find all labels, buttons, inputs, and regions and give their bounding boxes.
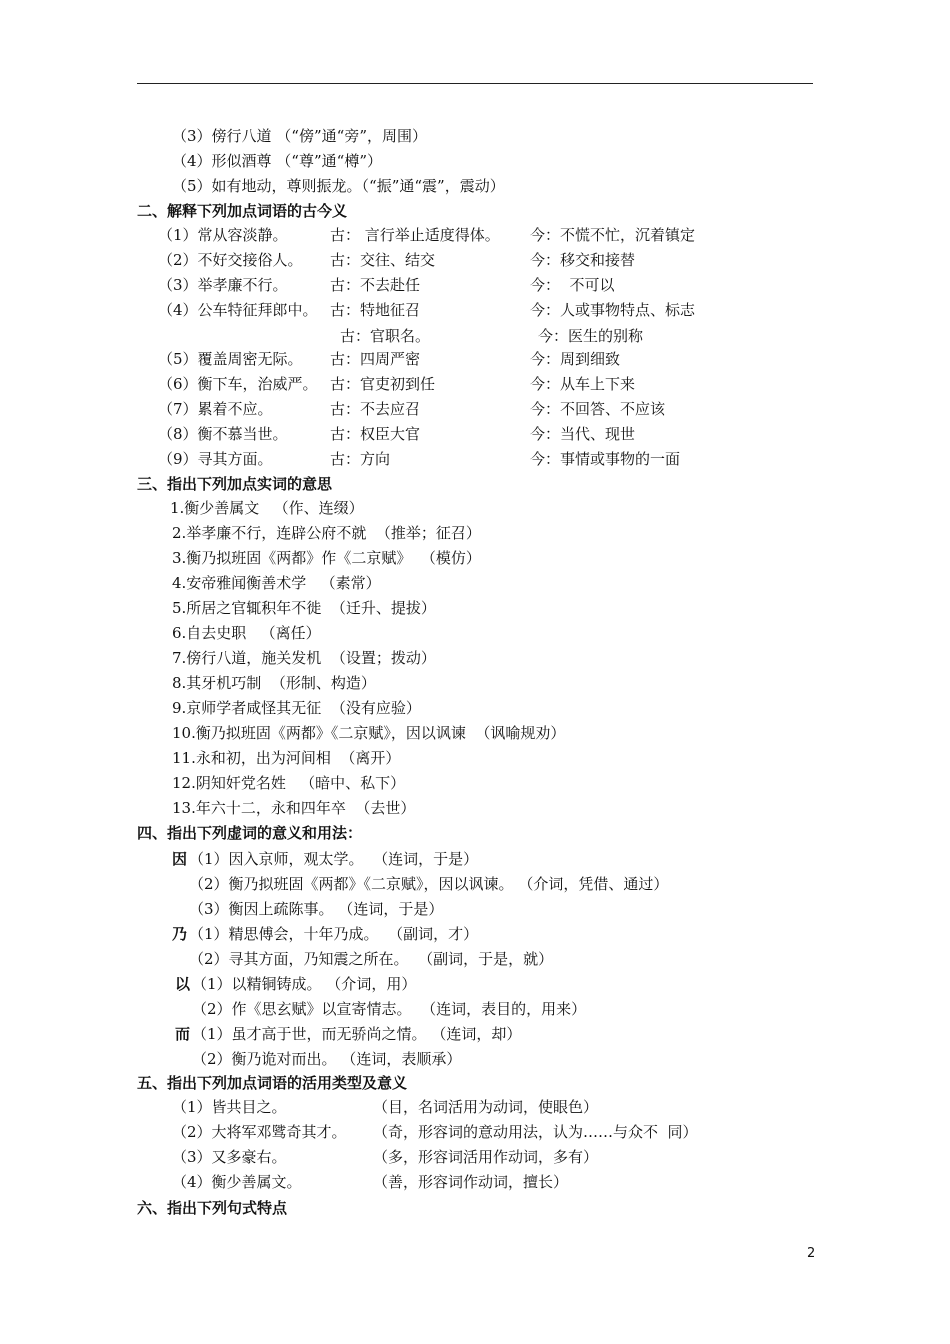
gujin-sentence-9: （9）寻其方面。 (158, 450, 273, 468)
gujin-sentence-2: （2）不好交接俗人。 (158, 251, 303, 269)
tongjia-item-5: （5）如有地动，尊则振龙。（“振”通“震”，震动） (172, 177, 505, 195)
gujin-gu-5: 古：四周严密 (330, 350, 421, 368)
gujin-gu-2: 古：交往、结交 (330, 251, 436, 269)
xuci-line-yi-2: （2）作《思玄赋》以宣寄情志。 （连词，表目的，用来） (192, 1000, 587, 1018)
huoyong-note-4: （善，形容词作动词，擅长） (373, 1173, 569, 1191)
shici-item-2: 2.举孝廉不行，连辟公府不就 （推举；征召） (172, 524, 481, 542)
gujin-jin-5: 今：周到细致 (530, 350, 621, 368)
gujin-sentence-4: （4）公车特征拜郎中。 (158, 301, 318, 319)
gujin-gu-4b: 古：官职名。 (340, 327, 431, 345)
gujin-jin-1: 今：不慌不忙，沉着镇定 (530, 226, 696, 244)
tongjia-item-3: （3）傍行八道 （“傍”通“旁”，周围） (172, 127, 427, 145)
gujin-sentence-7: （7）累着不应。 (158, 400, 273, 418)
shici-item-1: 1.衡少善属文 （作、连缀） (170, 499, 364, 517)
xuci-line-er-2: （2）衡乃诡对而出。 （连词，表顺承） (192, 1050, 462, 1068)
xuci-line-yin-3: （3）衡因上疏陈事。 （连词，于是） (189, 900, 444, 918)
header-rule (137, 83, 813, 84)
huoyong-sentence-1: （1）皆共目之。 (172, 1098, 287, 1116)
huoyong-sentence-2: （2）大将军邓骘奇其才。 (172, 1123, 347, 1141)
gujin-gu-3: 古：不去赴任 (330, 276, 421, 294)
shici-item-5: 5.所居之官辄积年不徙 （迁升、提拔） (172, 599, 436, 617)
huoyong-note-3: （多，形容词活用作动词，多有） (373, 1148, 599, 1166)
huoyong-sentence-4: （4）衡少善属文。 (172, 1173, 302, 1191)
shici-item-4: 4.安帝雅闻衡善术学 （素常） (172, 574, 381, 592)
xuci-line-yin-1: （1）因入京师，观太学。 （连词，于是） (189, 850, 479, 868)
gujin-sentence-1: （1）常从容淡静。 (158, 226, 288, 244)
xuci-key-yin: 因 (172, 850, 188, 868)
xuci-line-yi-1: （1）以精铜铸成。 （介词，用） (192, 975, 417, 993)
gujin-jin-4: 今：人或事物特点、标志 (530, 301, 696, 319)
gujin-gu-9: 古：方向 (330, 450, 391, 468)
gujin-gu-7: 古：不去应召 (330, 400, 421, 418)
xuci-key-er: 而 (175, 1025, 191, 1043)
gujin-gu-6: 古：官吏初到任 (330, 375, 436, 393)
page-number: 2 (807, 1246, 816, 1261)
gujin-gu-8: 古：权臣大官 (330, 425, 421, 443)
shici-item-7: 7.傍行八道，施关发机 （设置；拨动） (172, 649, 436, 667)
gujin-sentence-5: （5）覆盖周密无际。 (158, 350, 303, 368)
gujin-gu-1: 古： 言行举止适度得体。 (330, 226, 500, 244)
gujin-sentence-6: （6）衡下车，治威严。 (158, 375, 318, 393)
shici-item-11: 11.永和初，出为河间相 （离开） (172, 749, 401, 767)
gujin-sentence-3: （3）举孝廉不行。 (158, 276, 288, 294)
huoyong-note-2: （奇，形容词的意动用法，认为……与众不 同） (373, 1123, 698, 1141)
gujin-jin-8: 今：当代、现世 (530, 425, 636, 443)
huoyong-sentence-3: （3）又多豪右。 (172, 1148, 287, 1166)
shici-item-13: 13.年六十二，永和四年卒 （去世） (172, 799, 416, 817)
shici-item-8: 8.其牙机巧制 （形制、构造） (172, 674, 376, 692)
section3-heading: 三、指出下列加点实词的意思 (137, 475, 333, 493)
xuci-line-yin-2: （2）衡乃拟班固《两都》《二京赋》，因以讽谏。 （介词，凭借、通过） (189, 875, 669, 893)
gujin-jin-7: 今：不回答、不应该 (530, 400, 666, 418)
shici-item-9: 9.京师学者咸怪其无征 （没有应验） (172, 699, 421, 717)
xuci-key-yi: 以 (175, 975, 191, 993)
gujin-jin-2: 今：移交和接替 (530, 251, 636, 269)
gujin-jin-9: 今：事情或事物的一面 (530, 450, 681, 468)
section2-heading: 二、解释下列加点词语的古今义 (137, 202, 348, 220)
huoyong-note-1: （目，名词活用为动词，使眼色） (373, 1098, 599, 1116)
section5-heading: 五、指出下列加点词语的活用类型及意义 (137, 1074, 408, 1092)
gujin-jin-3: 今： 不可以 (530, 276, 615, 294)
gujin-jin-4b: 今：医生的别称 (538, 327, 644, 345)
shici-item-3: 3.衡乃拟班固《两都》作《二京赋》 （模仿） (172, 549, 481, 567)
xuci-line-nai-1: （1）精思傅会，十年乃成。 （副词，才） (189, 925, 479, 943)
xuci-line-er-1: （1）虽才高于世，而无骄尚之情。 （连词，却） (192, 1025, 522, 1043)
section4-heading: 四、指出下列虚词的意义和用法： (137, 824, 363, 842)
gujin-gu-4: 古：特地征召 (330, 301, 421, 319)
section6-heading: 六、指出下列句式特点 (137, 1199, 288, 1217)
shici-item-10: 10.衡乃拟班固《两都》《二京赋》，因以讽谏 （讽喻规劝） (172, 724, 566, 742)
xuci-line-nai-2: （2）寻其方面，乃知震之所在。 （副词，于是，就） (189, 950, 554, 968)
gujin-jin-6: 今：从车上下来 (530, 375, 636, 393)
tongjia-item-4: （4）形似酒尊 （“尊”通“樽”） (172, 152, 382, 170)
shici-item-6: 6.自去史职 （离任） (172, 624, 321, 642)
xuci-key-nai: 乃 (172, 925, 188, 943)
gujin-sentence-8: （8）衡不慕当世。 (158, 425, 288, 443)
shici-item-12: 12.阴知奸党名姓 （暗中、私下） (172, 774, 406, 792)
